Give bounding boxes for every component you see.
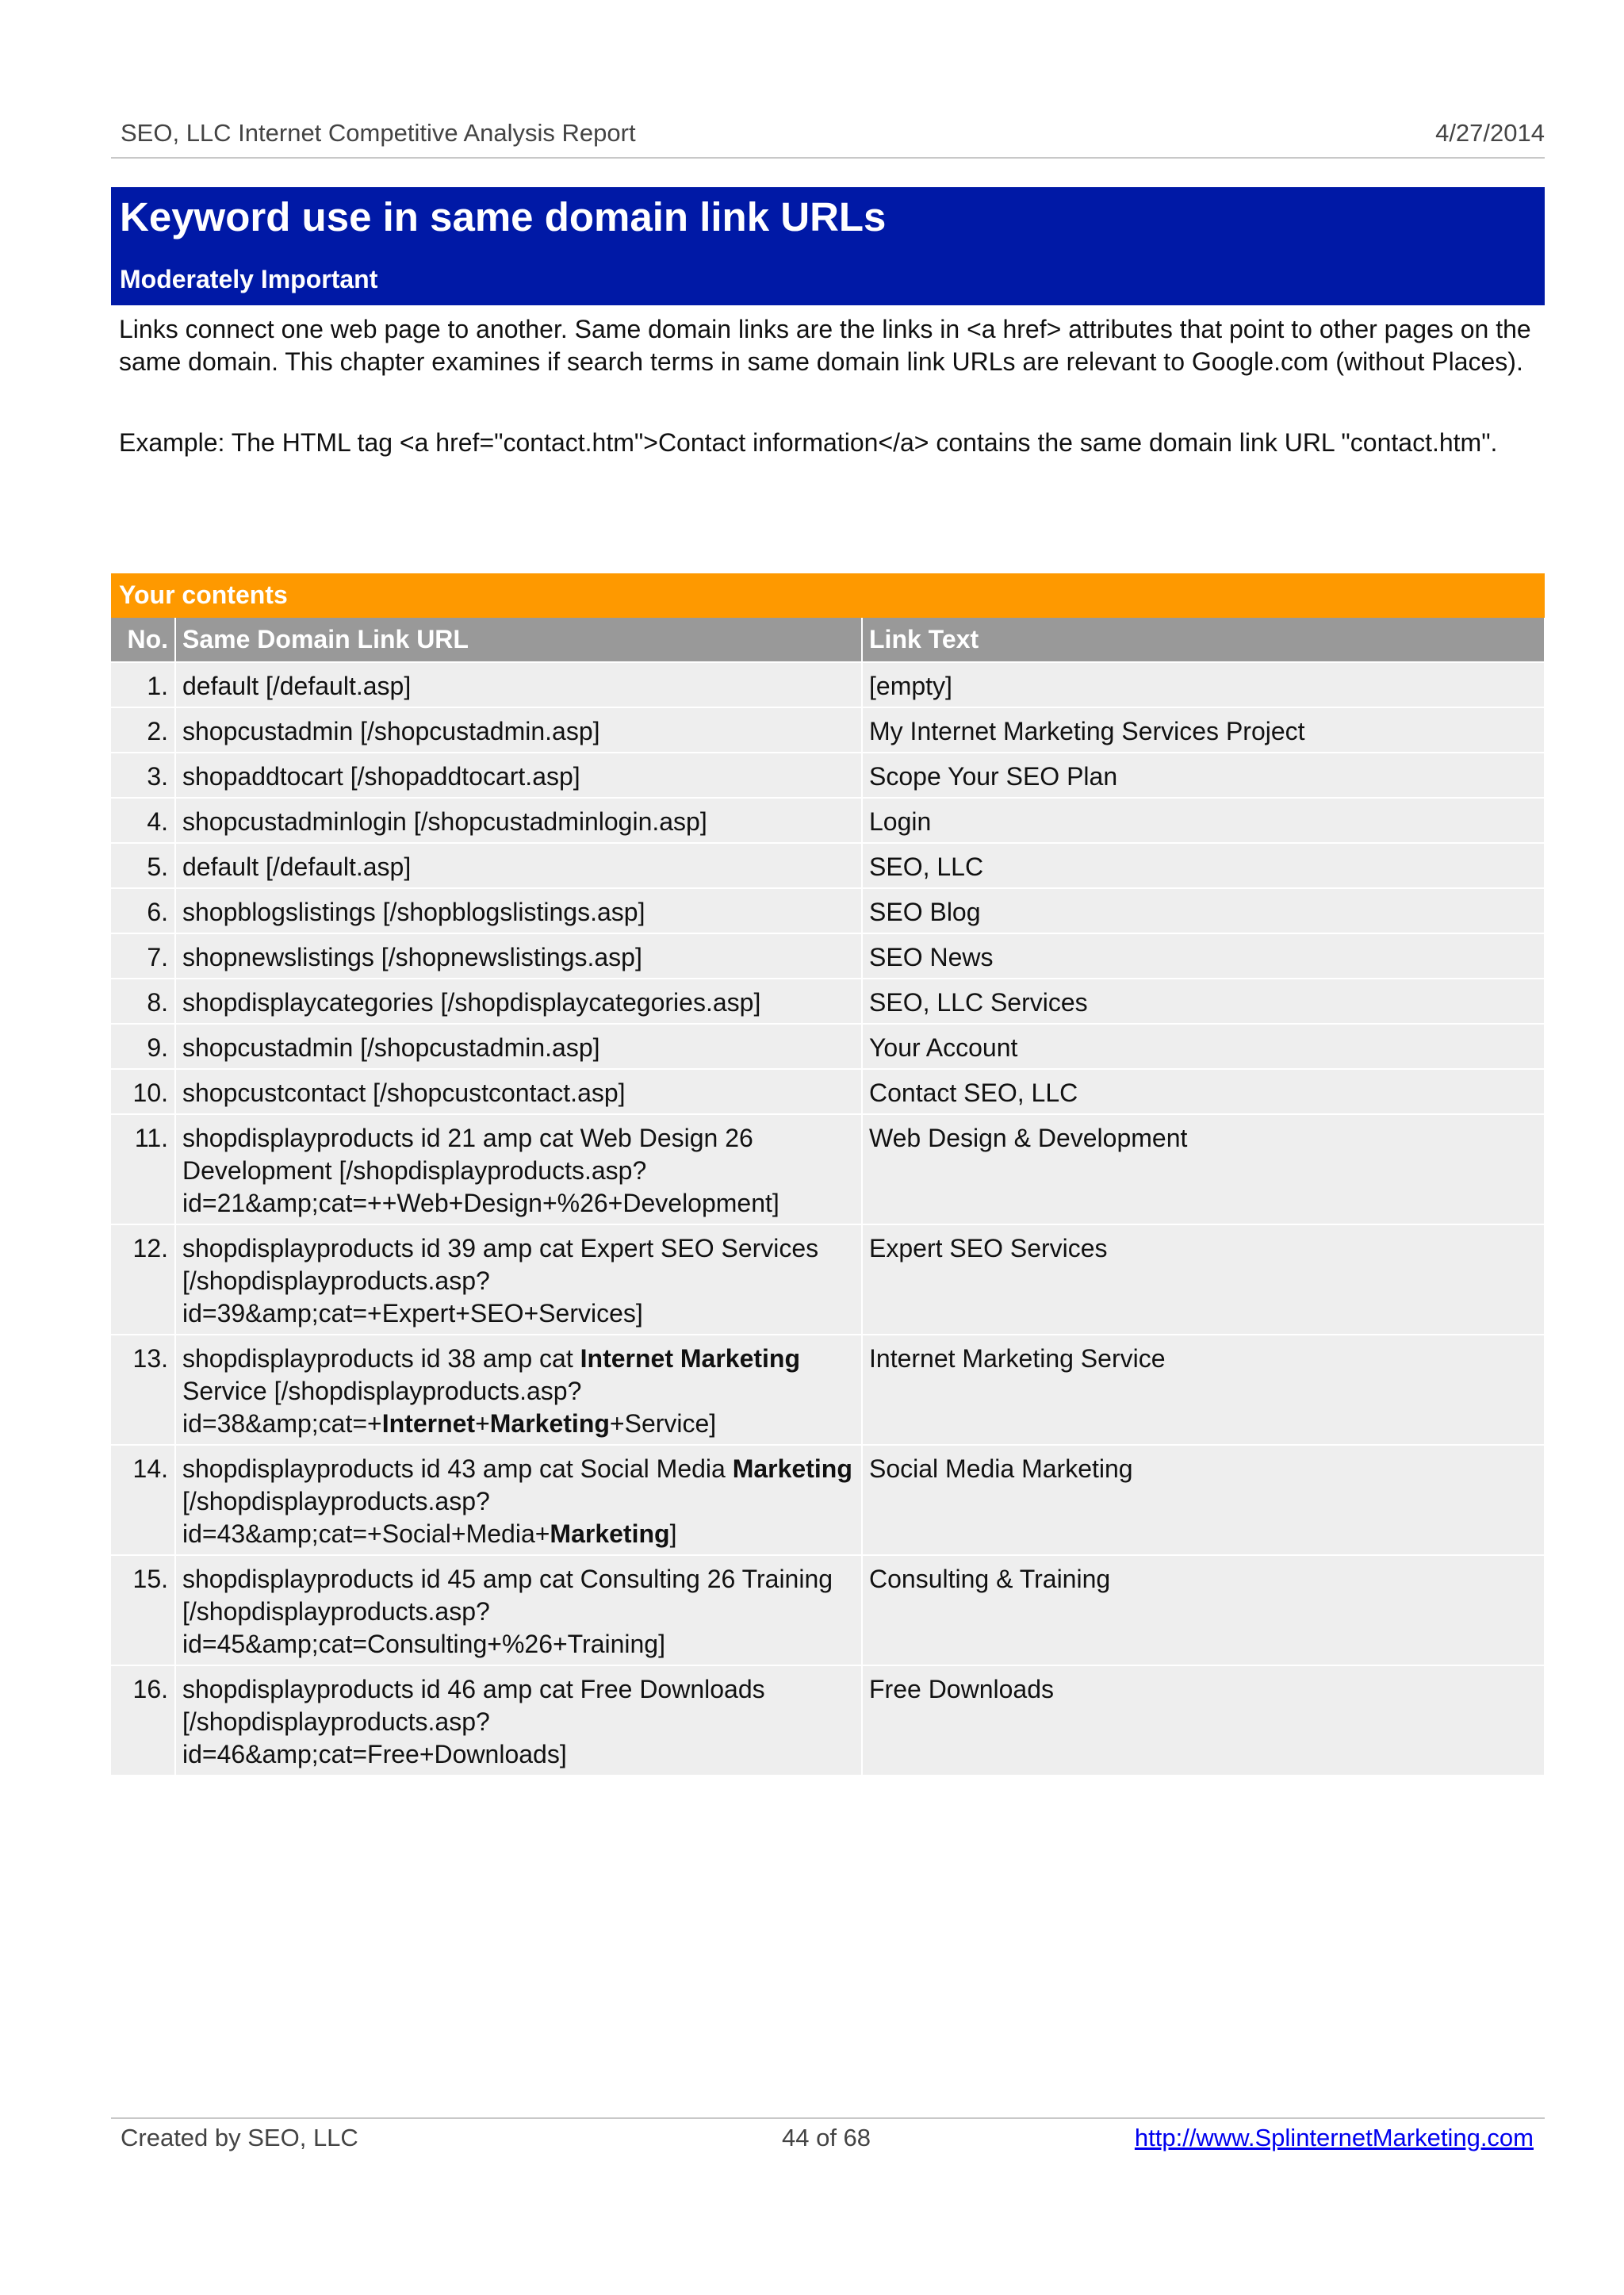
column-header-url: Same Domain Link URL <box>175 618 862 662</box>
url-text: shopcustadminlogin [/shopcustadminlogin.asp] <box>182 807 707 836</box>
table-row <box>111 979 1545 1024</box>
importance-label: Moderately Important <box>120 265 378 293</box>
row-number: 3. <box>111 753 175 798</box>
example-text: Example: The HTML tag <a href="contact.htm">Contact information</a> contains the same domain link URL "contact.htm". <box>119 428 1498 457</box>
link-url-cell <box>175 1114 862 1224</box>
url-text: +Service] <box>609 1409 717 1438</box>
row-number: 12. <box>111 1224 175 1335</box>
row-number: 11. <box>111 1114 175 1224</box>
table-row <box>111 1335 1545 1445</box>
url-text: shopblogslistings [/shopblogslistings.asp] <box>182 898 645 926</box>
row-number: 10. <box>111 1069 175 1114</box>
link-text-cell: [empty] <box>862 662 1545 707</box>
link-url-cell <box>175 1445 862 1555</box>
footer-divider <box>111 2117 1545 2119</box>
table-row <box>111 888 1545 933</box>
url-text: [/shopdisplayproducts.asp?id=43&amp;cat=+Social+Media+ <box>182 1487 550 1548</box>
url-text: shopdisplaycategories [/shopdisplaycategories.asp] <box>182 988 761 1017</box>
table-row <box>111 707 1545 753</box>
link-url-cell <box>175 707 862 753</box>
keyword-highlight: Marketing <box>489 1409 610 1438</box>
table-row <box>111 1224 1545 1335</box>
link-text-cell: Login <box>862 798 1545 843</box>
row-number: 9. <box>111 1024 175 1069</box>
link-text-cell: Web Design & Development <box>862 1114 1545 1224</box>
url-text: Service [/shopdisplayproducts.asp?id=38&amp;cat=+ <box>182 1377 582 1438</box>
link-url-cell <box>175 753 862 798</box>
link-text-cell: Scope Your SEO Plan <box>862 753 1545 798</box>
link-url-cell <box>175 1555 862 1665</box>
url-text: shopcustadmin [/shopcustadmin.asp] <box>182 1033 600 1062</box>
url-text: shopdisplayproducts id 21 amp cat Web Design 26 Development [/shopdisplayproducts.asp?id=21&amp;cat=++Web+Design+%26+Development] <box>182 1124 779 1217</box>
url-text: shopnewslistings [/shopnewslistings.asp] <box>182 943 642 971</box>
row-number: 7. <box>111 933 175 979</box>
column-header-no: No. <box>111 618 175 662</box>
url-text: ] <box>669 1519 677 1548</box>
url-text: shopdisplayproducts id 45 amp cat Consulting 26 Training [/shopdisplayproducts.asp?id=45&amp;cat=Consulting+%26+Training] <box>182 1565 833 1658</box>
table-body <box>111 662 1545 1776</box>
report-date: 4/27/2014 <box>1435 119 1545 147</box>
row-number: 6. <box>111 888 175 933</box>
url-text: shopaddtocart [/shopaddtocart.asp] <box>182 762 580 791</box>
table-row <box>111 1445 1545 1555</box>
row-number: 16. <box>111 1665 175 1776</box>
url-text: default [/default.asp] <box>182 852 412 881</box>
header-divider <box>111 157 1545 159</box>
row-number: 14. <box>111 1445 175 1555</box>
footer-website-link[interactable]: http://www.SplinternetMarketing.com <box>1134 2124 1534 2151</box>
link-text-cell: My Internet Marketing Services Project <box>862 707 1545 753</box>
keyword-highlight: Internet Marketing <box>580 1344 800 1373</box>
column-header-link-text: Link Text <box>862 618 1545 662</box>
table-row <box>111 753 1545 798</box>
table-row <box>111 1024 1545 1069</box>
row-number: 2. <box>111 707 175 753</box>
link-url-cell <box>175 1335 862 1445</box>
url-text: shopdisplayproducts id 38 amp cat <box>182 1344 580 1373</box>
link-text-cell: SEO, LLC <box>862 843 1545 888</box>
table-row <box>111 1665 1545 1776</box>
table-row <box>111 1114 1545 1224</box>
url-text: shopdisplayproducts id 39 amp cat Expert SEO Services [/shopdisplayproducts.asp?id=39&amp;cat=+Expert+SEO+Services] <box>182 1234 819 1328</box>
link-url-cell <box>175 662 862 707</box>
url-text: shopcustcontact [/shopcustcontact.asp] <box>182 1079 626 1107</box>
your-contents-heading: Your contents <box>119 580 288 609</box>
link-url-cell <box>175 1024 862 1069</box>
row-number: 5. <box>111 843 175 888</box>
keyword-highlight: Internet <box>381 1409 476 1438</box>
keyword-highlight: Marketing <box>732 1454 852 1483</box>
row-number: 1. <box>111 662 175 707</box>
link-url-cell <box>175 933 862 979</box>
url-text: shopdisplayproducts id 46 amp cat Free Downloads [/shopdisplayproducts.asp?id=46&amp;cat=Free+Downloads] <box>182 1675 765 1768</box>
link-text-cell: Free Downloads <box>862 1665 1545 1776</box>
table-row <box>111 662 1545 707</box>
table-row <box>111 843 1545 888</box>
link-text-cell: SEO Blog <box>862 888 1545 933</box>
link-url-cell <box>175 798 862 843</box>
link-url-cell <box>175 843 862 888</box>
page-number: 44 of 68 <box>782 2124 871 2151</box>
table-row <box>111 798 1545 843</box>
link-url-cell <box>175 1224 862 1335</box>
link-url-cell <box>175 979 862 1024</box>
page-header <box>121 119 1545 149</box>
link-text-cell: SEO News <box>862 933 1545 979</box>
section-description <box>119 313 1538 459</box>
link-text-cell: Expert SEO Services <box>862 1224 1545 1335</box>
url-text: + <box>475 1409 490 1438</box>
row-number: 15. <box>111 1555 175 1665</box>
url-text: default [/default.asp] <box>182 672 412 700</box>
link-text-cell: Your Account <box>862 1024 1545 1069</box>
link-text-cell: SEO, LLC Services <box>862 979 1545 1024</box>
table-row <box>111 1069 1545 1114</box>
description-text: Links connect one web page to another. Same domain links are the links in <a href> attributes that point to other pages on the same domain. This chapter examines if search terms in same domain link URLs are relevant to Google.com (without Places). <box>119 315 1531 376</box>
row-number: 8. <box>111 979 175 1024</box>
link-text-cell: Social Media Marketing <box>862 1445 1545 1555</box>
link-url-cell <box>175 1069 862 1114</box>
link-text-cell: Internet Marketing Service <box>862 1335 1545 1445</box>
table-row <box>111 933 1545 979</box>
link-text-cell: Contact SEO, LLC <box>862 1069 1545 1114</box>
section-banner <box>111 187 1545 305</box>
url-text: shopdisplayproducts id 43 amp cat Social Media <box>182 1454 733 1483</box>
page-footer <box>121 2124 1545 2155</box>
link-url-cell <box>175 1665 862 1776</box>
row-number: 13. <box>111 1335 175 1445</box>
link-url-cell <box>175 888 862 933</box>
url-text: shopcustadmin [/shopcustadmin.asp] <box>182 717 600 745</box>
section-title: Keyword use in same domain link URLs <box>120 194 887 239</box>
table-header-row <box>111 618 1545 662</box>
links-table <box>111 618 1545 1776</box>
table-row <box>111 1555 1545 1665</box>
report-title: SEO, LLC Internet Competitive Analysis Report <box>121 119 636 147</box>
your-contents-bar <box>111 573 1545 618</box>
row-number: 4. <box>111 798 175 843</box>
footer-created-by: Created by SEO, LLC <box>121 2124 358 2151</box>
link-text-cell: Consulting & Training <box>862 1555 1545 1665</box>
keyword-highlight: Marketing <box>550 1519 670 1548</box>
